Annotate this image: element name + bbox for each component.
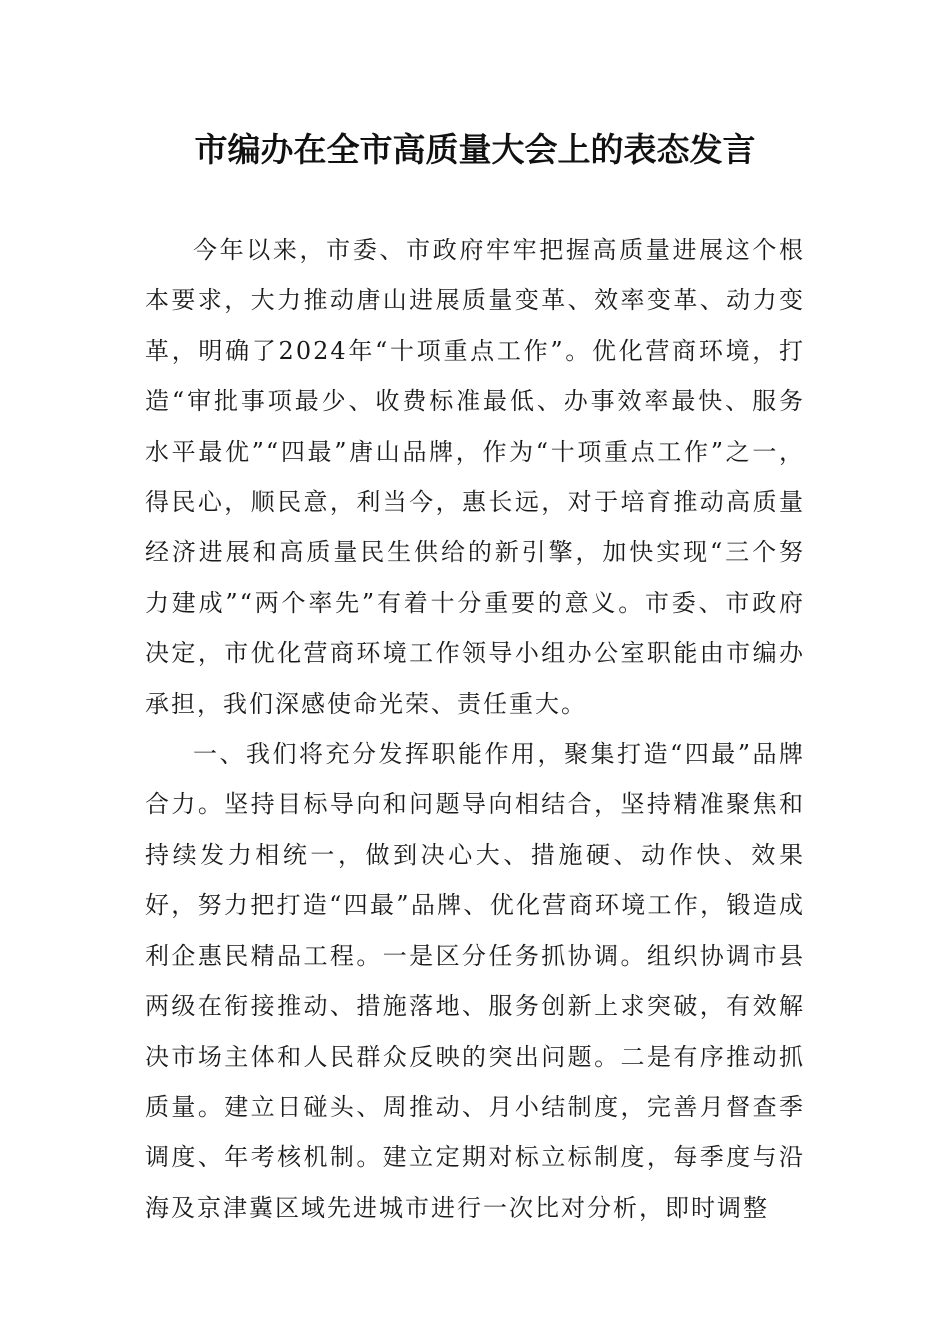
document-body: [145, 225, 805, 1233]
document-title: 市编办在全市高质量大会上的表态发言: [194, 130, 756, 169]
paragraph-section-one: 一、我们将充分发挥职能作用，聚集打造“四最”品牌合力。坚持目标导向和问题导向相结合，坚持精准聚焦和持续发力相统一，做到决心大、措施硬、动作快、效果好，努力把打造“四最”品牌、优化营商环境工作，锻造成利企惠民精品工程。一是区分任务抓协调。组织协调市县两级在衔接推动、措施落地、服务创新上求突破，有效解决市场主体和人民群众反映的突出问题。二是有序推动抓质量。建立日碰头、周推动、月小结制度，完善月督查季调度、年考核机制。建立定期对标立标制度，每季度与沿海及京津冀区域先进城市进行一次比对分析，即时调整: [145, 740, 805, 1222]
paragraph-intro: 今年以来，市委、市政府牢牢把握高质量进展这个根本要求，大力推动唐山进展质量变革、效率变革、动力变革，明确了2024年“十项重点工作”。优化营商环境，打造“审批事项最少、收费标准最低、办事效率最快、服务水平最优”“四最”唐山品牌，作为“十项重点工作”之一，得民心，顺民意，利当今，惠长远，对于培育推动高质量经济进展和高质量民生供给的新引擎，加快实现“三个努力建成”“两个率先”有着十分重要的意义。市委、市政府决定，市优化营商环境工作领导小组办公室职能由市编办承担，我们深感使命光荣、责任重大。: [145, 236, 805, 718]
